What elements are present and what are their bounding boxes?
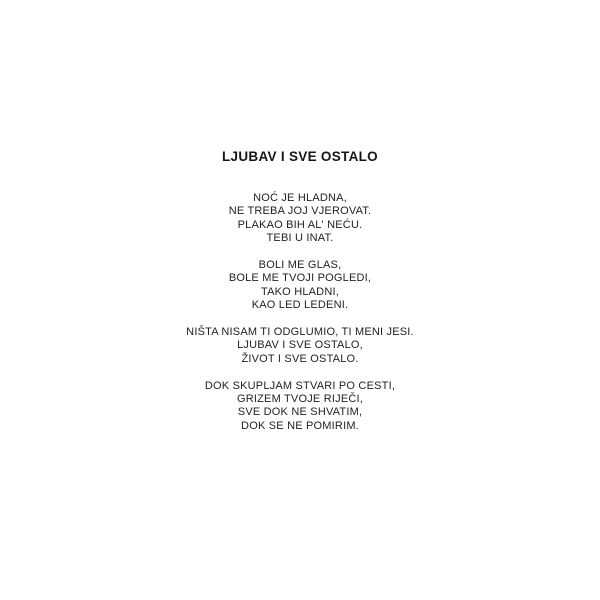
lyric-line: ŽIVOT I SVE OSTALO.	[241, 352, 359, 365]
lyric-line: NIŠTA NISAM TI ODGLUMIO, TI MENI JESI.	[186, 326, 414, 339]
lyric-line: BOLE ME TVOJI POGLEDI,	[228, 272, 372, 285]
stanza	[0, 326, 600, 366]
lyric-line: DOK SE NE POMIRIM.	[241, 419, 359, 432]
lyric-line: BOLI ME GLAS,	[258, 259, 342, 272]
lyric-line: DOK SKUPLJAM STVARI PO CESTI,	[204, 379, 396, 392]
lyric-line: NE TREBA JOJ VJEROVAT.	[228, 205, 372, 218]
lyric-line: SVE DOK NE SHVATIM,	[237, 406, 363, 419]
lyric-line: LJUBAV I SVE OSTALO,	[237, 339, 363, 352]
stanza	[0, 380, 600, 434]
stanza	[0, 259, 600, 313]
lyric-line: TEBI U INAT.	[266, 232, 334, 245]
page-title: LJUBAV I SVE OSTALO	[222, 149, 378, 164]
lyric-line: PLAKAO BIH AL' NEĆU.	[237, 218, 363, 231]
lyric-line: NOĆ JE HLADNA,	[253, 192, 347, 204]
lyric-line: TAKO HLADNI,	[261, 285, 339, 298]
lyric-line: GRIZEM TVOJE RIJEČI,	[236, 393, 364, 406]
stanza	[0, 192, 600, 246]
lyric-line: KAO LED LEDENI.	[251, 299, 349, 312]
lyrics-body	[0, 192, 600, 433]
